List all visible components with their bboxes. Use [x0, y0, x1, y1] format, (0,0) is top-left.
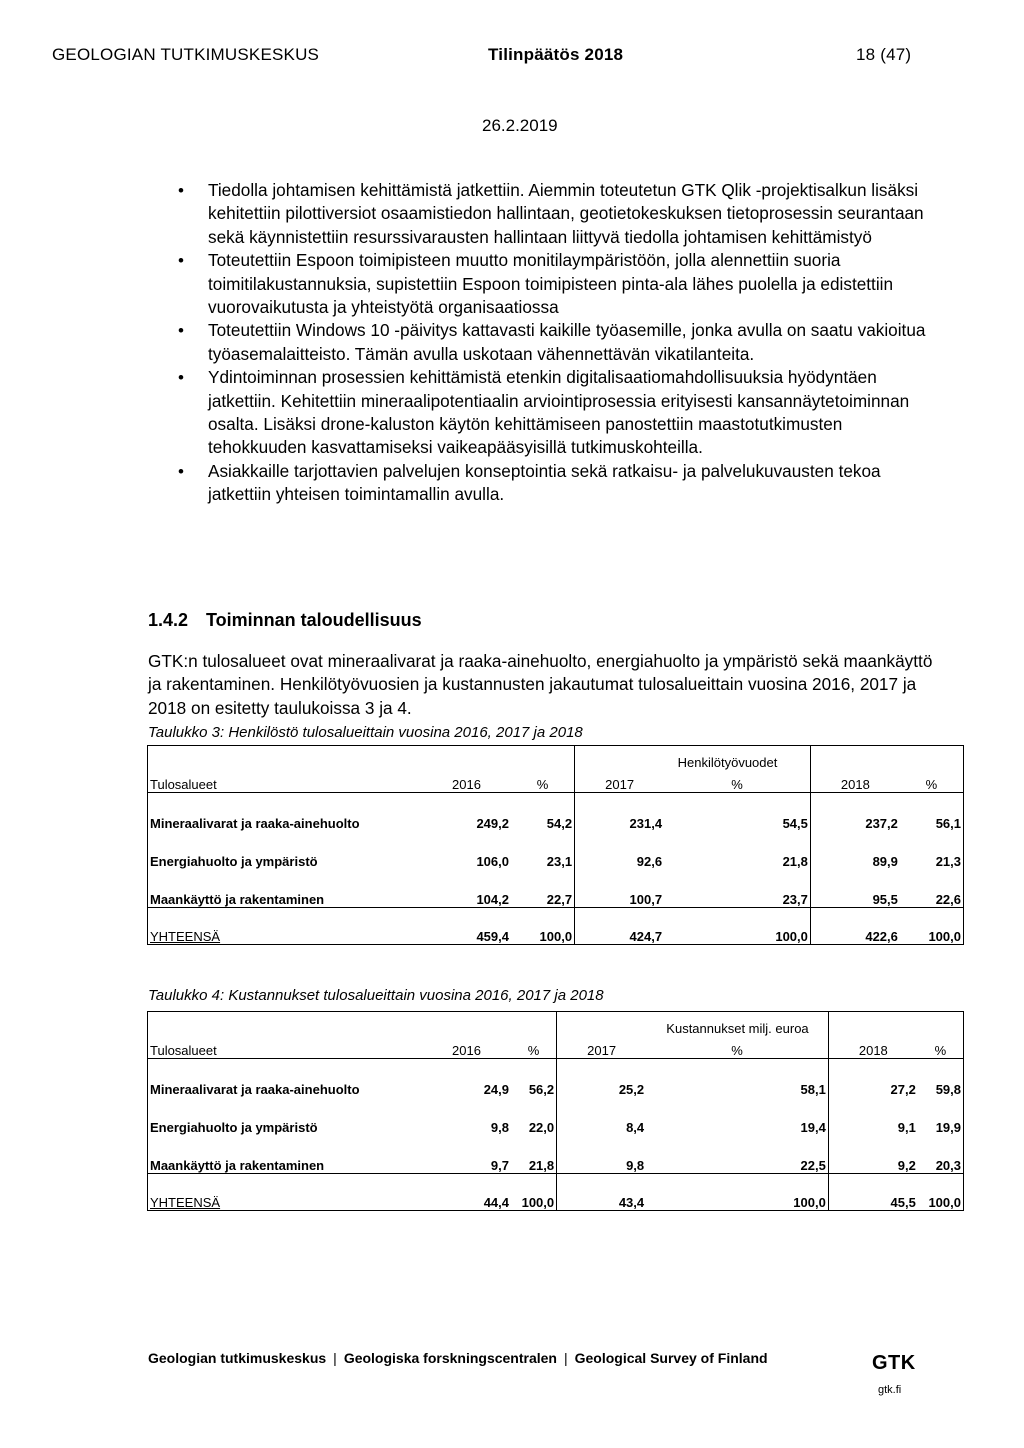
table4-pct-header: %	[918, 1036, 964, 1059]
table4-year-header: 2016	[422, 1036, 511, 1059]
table4-year-header: 2018	[828, 1036, 918, 1059]
table-cell: 23,1	[511, 831, 575, 869]
table-cell: 43,4	[557, 1174, 647, 1211]
table-cell: 56,2	[511, 1059, 557, 1098]
section-title: Toiminnan taloudellisuus	[206, 610, 422, 630]
row-label: Energiahuolto ja ympäristö	[148, 831, 423, 869]
row-label: Mineraalivarat ja raaka-ainehuolto	[148, 793, 423, 832]
bullet-item: • Ydintoiminnan prosessien kehittämistä etenkin digitalisaatiomahdollisuuksia hyödyntäen jatkettiin. Kehitettiin mineraalipotentiaalin arviointiprosessia erityisesti kansannäytetoiminnan osalta. Lisäksi drone-kaluston käytön kehittämiseen panostettiin maastotutkimusten tehokkuuden kasvattamiseksi vaikeapääsyisillä tutkimuskohteilla.	[178, 366, 938, 460]
table3-caption: Taulukko 3: Henkilöstö tulosalueittain vuosina 2016, 2017 ja 2018	[148, 724, 583, 741]
table-row	[148, 1097, 964, 1135]
row-label: YHTEENSÄ	[148, 908, 423, 945]
table4-pct-header: %	[646, 1036, 828, 1059]
table4-group-header: Kustannukset milj. euroa	[666, 1021, 809, 1036]
table-cell: 54,2	[511, 793, 575, 832]
table-cell: 22,6	[900, 869, 964, 908]
table-row	[148, 831, 964, 869]
table-cell: 54,5	[664, 793, 810, 832]
table-cell: 249,2	[476, 816, 509, 831]
section-number: 1.4.2	[148, 610, 189, 630]
row-label: YHTEENSÄ	[148, 1174, 423, 1211]
footer-name-sv: Geologiska forskningscentralen	[343, 1350, 557, 1366]
table-cell: 56,1	[900, 793, 964, 832]
table-cell: 8,4	[626, 1120, 645, 1135]
table-cell: 104,2	[476, 892, 509, 907]
table-cell: 100,0	[511, 908, 575, 945]
bullet-item: • Toteutettiin Windows 10 -päivitys kattavasti kaikille työasemille, jonka avulla on saatu vakioitua työasemalaitteisto. Tämän avulla uskotaan vähennettävän vikatilanteita.	[178, 319, 938, 366]
row-label: Mineraalivarat ja raaka-ainehuolto	[148, 1059, 423, 1098]
footer-name-fi: Geologian tutkimuskeskus	[148, 1350, 327, 1366]
table4-col-label: Tulosalueet	[148, 1036, 423, 1059]
footer-name-en: Geological Survey of Finland	[574, 1350, 768, 1366]
table-cell: 21,8	[664, 831, 810, 869]
table3-year-header: 2018	[810, 770, 900, 793]
table3-col-label: Tulosalueet	[148, 770, 423, 793]
bullet-item: • Toteutettiin Espoon toimipisteen muutto monitilaympäristöön, jolla alennettiin suoria toimitilakustannuksia, supistettiin Espoon toimipisteen pinta-ala lähes puolella ja edistettiin vuorovaikutusta ja yhteistyötä organisaatiossa	[178, 249, 938, 319]
table-row	[148, 1135, 964, 1174]
table-cell: 231,4	[629, 816, 663, 831]
table-cell: 24,9	[483, 1082, 509, 1097]
table-cell: 44,4	[422, 1174, 511, 1211]
row-label: Maankäyttö ja rakentaminen	[148, 1135, 423, 1174]
table-cell: 22,5	[646, 1135, 828, 1174]
footer-separator: |	[333, 1350, 337, 1366]
table-cell: 9,8	[626, 1158, 645, 1173]
table-cell: 100,0	[511, 1174, 557, 1211]
table-cell: 23,7	[664, 869, 810, 908]
table-cell: 92,6	[636, 854, 663, 869]
table-cell: 422,6	[810, 908, 900, 945]
table-cell: 27,2	[890, 1082, 916, 1097]
bullet-item: • Tiedolla johtamisen kehittämistä jatkettiin. Aiemmin toteutetun GTK Qlik -projektisalkun lisäksi kehitettiin pilottiversiot osaamistiedon hallintaan, geotietokeskuksen tietoprosessin seurantaan sekä käynnistettiin resurssivarausten hallintaan liittyvä tiedolla johtamisen kehittämistyö	[178, 179, 938, 249]
table-cell: 22,0	[511, 1097, 557, 1135]
table-cell: 22,7	[511, 869, 575, 908]
table-cell: 95,5	[872, 892, 898, 907]
table-cell: 9,2	[897, 1158, 916, 1173]
table-cell: 100,7	[629, 892, 663, 907]
table-cell: 100,0	[646, 1174, 828, 1211]
table-cell: 9,7	[490, 1158, 509, 1173]
table-cell: 21,8	[511, 1135, 557, 1174]
row-label: Maankäyttö ja rakentaminen	[148, 869, 423, 908]
table4-year-header: 2017	[557, 1036, 647, 1059]
table3-year-header: 2016	[422, 770, 511, 793]
row-label: Energiahuolto ja ympäristö	[148, 1097, 423, 1135]
table3-pct-header: %	[900, 770, 964, 793]
table-cell: 106,0	[476, 854, 509, 869]
table-row	[148, 1059, 964, 1098]
table-cell: 21,3	[900, 831, 964, 869]
table-cell: 9,8	[490, 1120, 509, 1135]
header-date: 26.2.2019	[482, 116, 558, 135]
table3-group-header: Henkilötyövuodet	[677, 755, 778, 770]
table-cell: 237,2	[865, 816, 898, 831]
section-paragraph: GTK:n tulosalueet ovat mineraalivarat ja raaka-ainehuolto, energiahuolto ja ympäristö sekä maankäyttö ja rakentaminen. Henkilötyövuosien ja kustannusten jakautumat tulosalueittain vuosina 2016, 2017 ja 2018 on esitetty taulukoissa 3 ja 4.	[148, 651, 933, 718]
footer-separator: |	[563, 1350, 568, 1366]
bullet-list	[178, 179, 938, 507]
table-cell: 19,9	[918, 1097, 964, 1135]
table-cell: 25,2	[618, 1082, 645, 1097]
header-document-title: Tilinpäätös 2018	[488, 45, 624, 64]
table3-year-header: 2017	[575, 770, 665, 793]
table-cell: 58,1	[646, 1059, 828, 1098]
table-cell: 45,5	[828, 1174, 918, 1211]
gtk-logo: GTK	[872, 1352, 916, 1374]
table-cell: 100,0	[918, 1174, 964, 1211]
table4-caption: Taulukko 4: Kustannukset tulosalueittain vuosina 2016, 2017 ja 2018	[148, 987, 604, 1004]
header-page-number: 18 (47)	[856, 45, 912, 64]
table3	[147, 745, 964, 945]
table-cell: 9,1	[897, 1120, 916, 1135]
table-row	[148, 793, 964, 832]
section-heading	[148, 610, 422, 631]
footer-url: gtk.fi	[878, 1384, 902, 1396]
table3-pct-header: %	[511, 770, 575, 793]
table-cell: 100,0	[664, 908, 810, 945]
table4	[147, 1011, 964, 1211]
table-total-row	[148, 908, 964, 945]
table-cell: 100,0	[900, 908, 964, 945]
bullet-item: • Asiakkaille tarjottavien palvelujen konseptointia sekä ratkaisu- ja palvelukuvausten tekoa jatkettiin yhteisen toimintamallin avulla.	[178, 460, 938, 507]
header-organization: GEOLOGIAN TUTKIMUSKESKUS	[52, 45, 320, 64]
table-cell: 459,4	[422, 908, 511, 945]
table-cell: 89,9	[872, 854, 898, 869]
table-row	[148, 869, 964, 908]
table-cell: 59,8	[918, 1059, 964, 1098]
table3-pct-header: %	[664, 770, 810, 793]
table-cell: 424,7	[575, 908, 665, 945]
footer-institution-names	[148, 1350, 768, 1366]
table4-pct-header: %	[511, 1036, 557, 1059]
table-cell: 19,4	[646, 1097, 828, 1135]
table-cell: 20,3	[918, 1135, 964, 1174]
table-total-row	[148, 1174, 964, 1211]
